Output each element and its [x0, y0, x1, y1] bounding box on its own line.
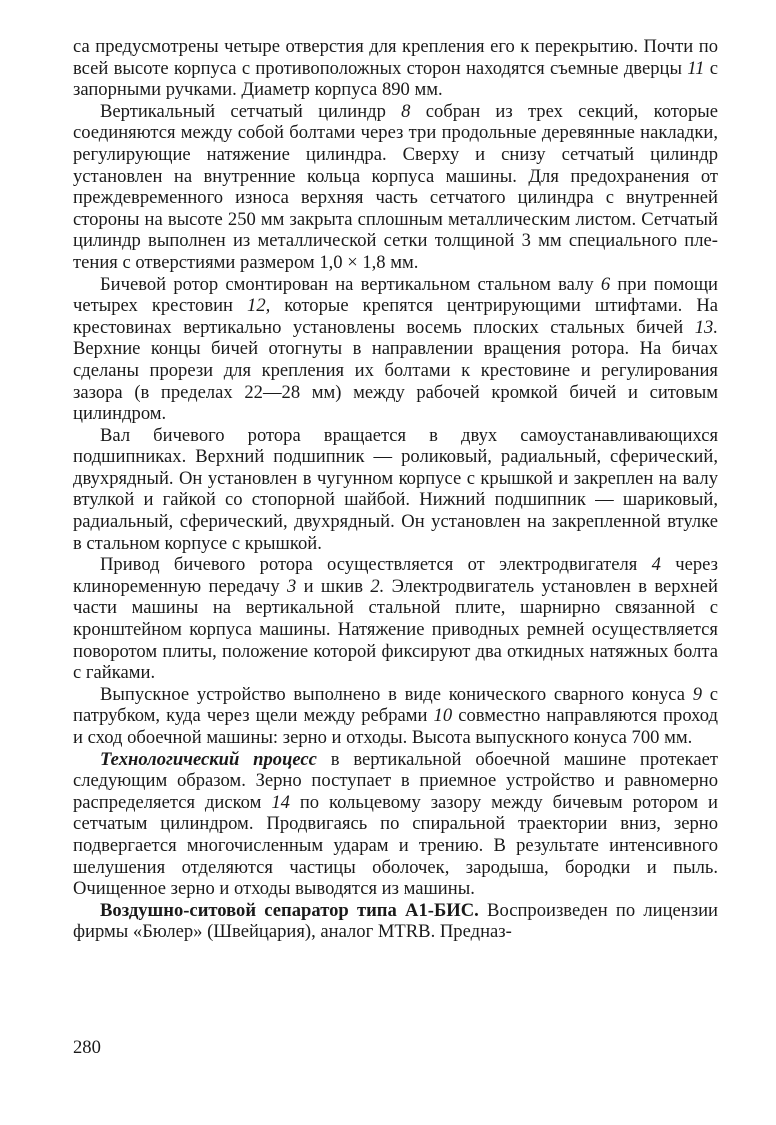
text-run: Вертикальный сетчатый цилиндр [100, 100, 402, 122]
figure-ref: 4 [651, 554, 661, 576]
text-run: собран из трех секций, которые соединяются между собой болтами через три продольные деревянные накладки, регулирующие натяжение цилиндра. Сверху и снизу сетчатый цилиндр установлен на внутренние кольца корпуса машины. Для предохранения от преждевременного износа верхняя часть сетчатого цилиндра с внутренней стороны на высоте 250 мм закрыта сплошным металлическим листом. Сетчатый цилиндр выполнен из металлической сетки толщиной 3 мм специального плетения с отверстиями размером 1,0 × 1,8 мм. [73, 100, 718, 273]
paragraph [73, 274, 718, 425]
section-heading: Воздушно-ситовой сепаратор типа А1-БИС. [100, 899, 479, 921]
paragraph [73, 101, 718, 274]
paragraph [73, 425, 718, 555]
text-run: са предусмотрены четыре отверстия для крепления его к перекрытию. Почти по всей высоте корпуса с противоположных сторон находятся съемные дверцы [73, 36, 718, 79]
text-run: и шкив [296, 575, 371, 597]
figure-ref: 12, [247, 295, 271, 317]
paragraph [73, 900, 718, 943]
text-run: совместно направляются проход и сход обоечной машины: зерно и отходы. Высота выпускного конуса 700 мм. [73, 705, 718, 748]
figure-ref: 6 [600, 273, 611, 295]
figure-ref: 10 [433, 705, 453, 727]
text-run: Выпускное устройство выполнено в виде конического сварного конуса [100, 683, 693, 705]
text-run: Электродвигатель установлен в верхней части машины на вертикальной стальной плите, шарнирно связанной с кронштейном корпуса машины. Натяжение приводных ремней осуществляется поворотом плиты, положение которой фиксируют два откидных натяжных болта с гайками. [73, 575, 719, 684]
text-run: Привод бичевого ротора осуществляется от электродвигателя [100, 554, 652, 576]
figure-ref: 8 [401, 100, 411, 122]
text-run: Воспроизведен по лицензии фирмы «Бюлер» (Швейцария), аналог MTRB. Предназ- [73, 899, 719, 943]
term-heading: Технологический процесс [100, 748, 317, 770]
text-run: по кольцевому зазору между бичевым ротором и сетчатым цилиндром. Продвигаясь по спиральной траектории вниз, зерно подвергается многочисленным ударам и трению. В результате интенсивного шелушения отделяются частицы оболочек, зародыша, бородки и пыль. Очищенное зерно и отходы выводятся из машины. [73, 791, 719, 900]
paragraph [73, 684, 718, 749]
text-run: при помощи четырех крестовин [73, 273, 718, 317]
figure-ref: 13. [694, 316, 718, 338]
text-run: с патрубком, куда через щели между ребрами [73, 683, 718, 727]
text-run: с запорными ручками. Диаметр корпуса 890 мм. [73, 57, 718, 101]
figure-ref: 3 [286, 575, 297, 597]
paragraph [73, 36, 718, 101]
figure-ref: 11 [687, 57, 705, 79]
figure-ref: 14 [271, 791, 290, 813]
text-run: через клиноременную передачу [73, 554, 718, 597]
text-run: Вал бичевого ротора вращается в двух самоустанавливающихся подшипниках. Верхний подшипник — роликовый, радиальный, сферический, двухрядный. Он установлен в чугунном корпусе с крышкой и закреплен на валу втулкой и гайкой со стопорной шайбой. Нижний подшипник — шариковый, радиальный, сферический, двухрядный. Он установлен на закрепленной втулке в стальном корпусе с крышкой. [73, 424, 718, 554]
page-number: 280 [73, 1037, 101, 1058]
figure-ref: 9 [692, 683, 703, 705]
text-run: которые крепятся центрирующими штифтами. На крестовинах вертикально установлены восемь плоских стальных бичей [73, 295, 719, 338]
paragraph [73, 749, 718, 900]
figure-ref: 2. [370, 575, 385, 597]
paragraph [73, 554, 718, 684]
text-run: Бичевой ротор смонтирован на вертикальном стальном валу [100, 273, 601, 295]
text-body [73, 36, 718, 943]
text-run: в вертикальной обоечной машине протекает следующим образом. Зерно поступает в приемное устройство и равномерно распределяется диском [73, 748, 718, 813]
text-run: Верхние концы бичей отогнуты в направлении вращения ротора. На бичах сделаны прорези для крепления их болтами к крестовине и регулирования зазора (в пределах 22—28 мм) между рабочей кромкой бичей и ситовым цилиндром. [73, 338, 718, 425]
